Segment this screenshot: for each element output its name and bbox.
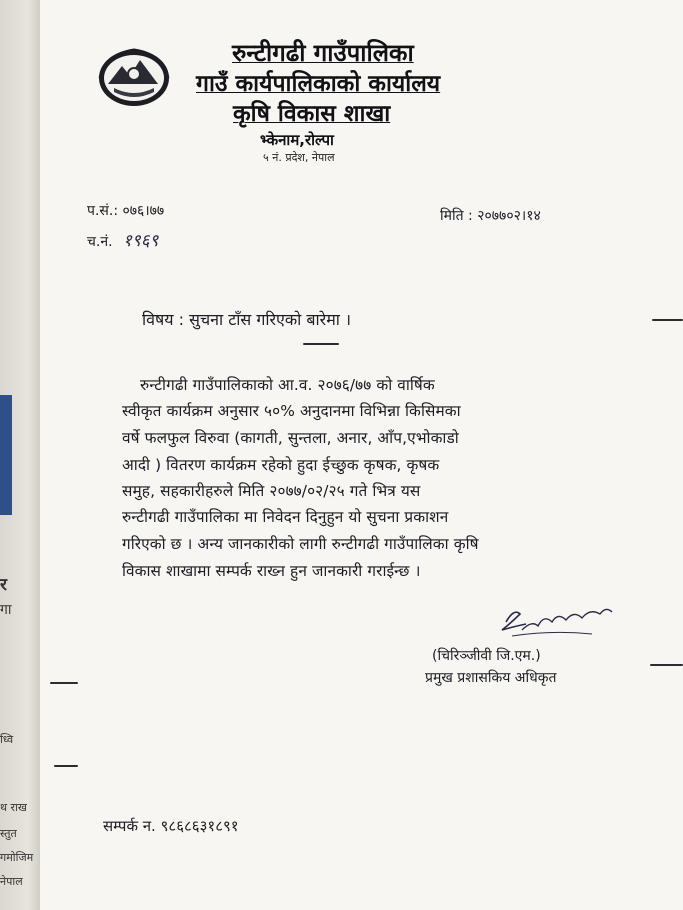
- underlying-fragment: थ राख: [0, 801, 27, 814]
- body-line: रुन्टीगढी गाउँपालिकाको आ.व. २०७६/७७ को वार्षिक: [140, 376, 435, 394]
- office-province-line: ५ नं. प्रदेश, नेपाल: [263, 151, 335, 164]
- letter-date: मिति : २०७७०२।१४: [440, 208, 541, 224]
- margin-mark: [50, 682, 78, 684]
- contact-number: सम्पर्क न. ९८६८६३१८९१: [103, 817, 239, 835]
- body-line: रुन्टीगढी गाउँपालिका मा निवेदन दिनुहुन यो सुचना प्रकाशन: [122, 508, 449, 526]
- letter-dispatch-number: [87, 228, 158, 251]
- underlying-blue-stripe: [0, 395, 12, 515]
- body-line: वर्षे फलफुल विरुवा (कागती, सुन्तला, अनार, आँप,एभोकाडो: [122, 429, 459, 447]
- underlying-fragment: गा: [0, 602, 12, 618]
- margin-mark: [652, 319, 683, 321]
- dispatch-value: १९६९: [123, 231, 159, 251]
- underlying-fragment: र: [0, 575, 7, 595]
- body-line: गरिएको छ । अन्य जानकारीको लागी रुन्टीगढी गाउँपालिका कृषि: [122, 535, 479, 553]
- handwritten-signature: [492, 600, 622, 645]
- margin-mark: [650, 664, 683, 666]
- body-line: आदी ) वितरण कार्यक्रम रहेको हुदा ईच्छुक कृषक, कृषक: [122, 456, 440, 474]
- signatory-title: प्रमुख प्रशासकिय अधिकृत: [425, 670, 557, 686]
- office-location-line: भ्केनाम,रोल्पा: [260, 131, 334, 149]
- dispatch-label: च.नं.: [87, 234, 113, 250]
- underlying-fragment: नेपाल: [0, 875, 23, 888]
- margin-mark: [54, 765, 78, 767]
- body-line: स्वीकृत कार्यक्रम अनुसार ५०% अनुदानमा विभिन्ना किसिमका: [122, 402, 461, 420]
- body-line: विकास शाखामा सम्पर्क राख्न हुन जानकारी गराईन्छ ।: [122, 562, 421, 580]
- office-name-line: रुन्टीगढी गाउँपालिका: [232, 39, 414, 67]
- divider-mark: [303, 343, 339, 345]
- underlying-fragment: स्तुत: [0, 827, 17, 840]
- body-line: समुह, सहकारीहरुले मिति २०७७/०२/२५ गते भित्र यस: [122, 482, 421, 500]
- signatory-name: (चिरिञ्जीवी जि.एम.): [432, 648, 541, 664]
- underlying-sheet-edge: [0, 0, 41, 910]
- office-executive-line: गाउँ कार्यपालिकाको कार्यालय: [196, 71, 441, 97]
- underlying-fragment: गमोजिम: [0, 851, 34, 864]
- government-emblem-icon: [96, 44, 172, 110]
- letter-reference-number: प.सं.: ०७६।७७: [87, 203, 165, 219]
- letter-subject: विषय : सुचना टाँस गरिएको बारेमा ।: [142, 310, 352, 329]
- office-section-line: कृषि विकास शाखा: [233, 101, 391, 127]
- underlying-fragment: ध्वि: [0, 733, 14, 746]
